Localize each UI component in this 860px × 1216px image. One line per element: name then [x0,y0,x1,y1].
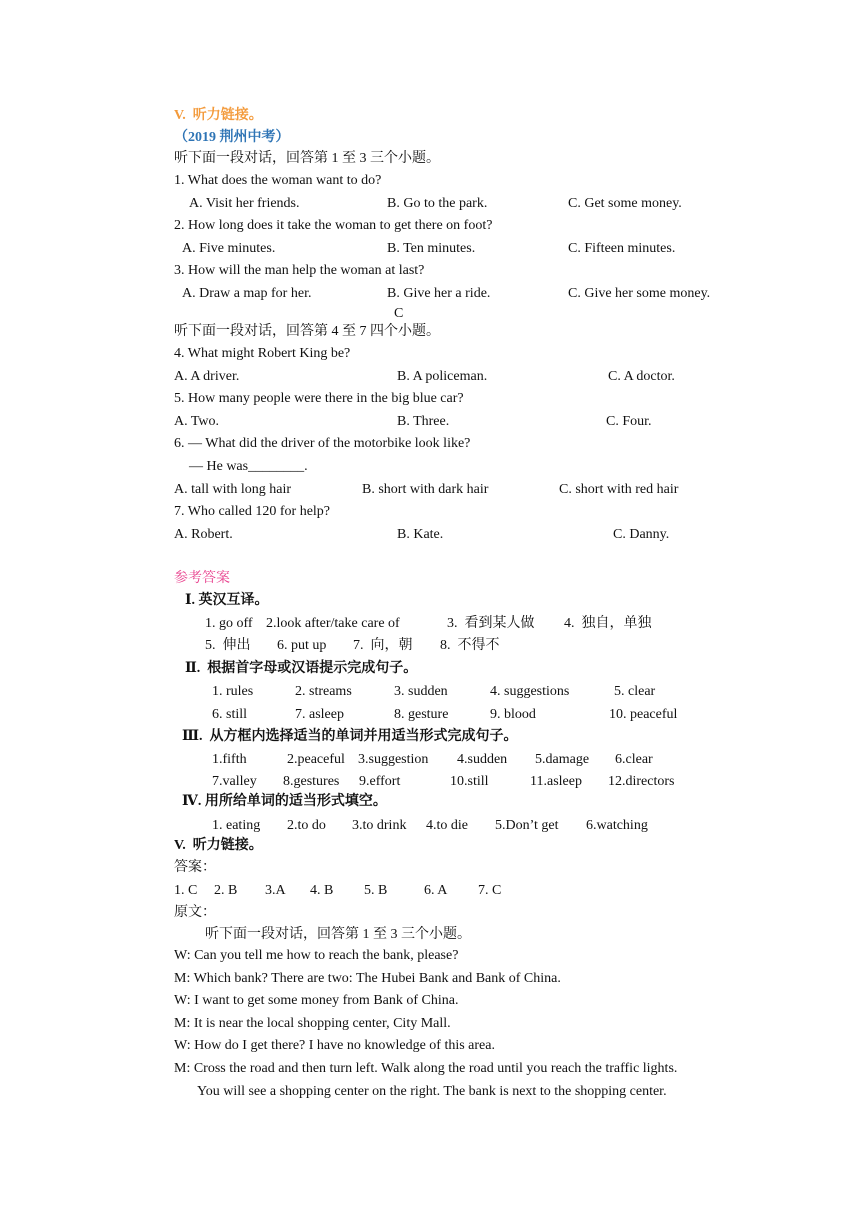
transcript-line: W: I want to get some money from Bank of China. [174,993,459,1008]
transcript-line: M: Cross the road and then turn left. Walk along the road until you reach the traffic lights. [174,1061,678,1076]
answer-label: 答案： [174,860,216,875]
answer-key: 7. C [478,883,502,898]
part3-item: 10.still [450,774,489,789]
transcript-intro: 听下面一段对话，回答第 1 至 3 三个小题。 [205,927,471,942]
part1-item: 2.look after/take care of [266,616,400,631]
part4-item: 6.watching [586,818,648,833]
option-4b: B. A policeman. [397,369,488,384]
option-6c: C. short with red hair [559,482,679,497]
stray-answer: C [394,306,404,321]
part2-item: 1. rules [212,684,254,699]
option-1a: A. Visit her friends. [189,196,300,211]
answer-key: 4. B [310,883,334,898]
part2-item: 3. sudden [394,684,448,699]
part3-item: 2.peaceful [287,752,345,767]
option-4a: A. A driver. [174,369,240,384]
part1-item: 5. 伸出 [205,638,251,653]
option-7c: C. Danny. [613,527,670,542]
answer-key: 6. A [424,883,448,898]
part3-item: 5.damage [535,752,590,767]
part2-item: 7. asleep [295,707,344,722]
part2-item: 2. streams [295,684,352,699]
option-5b: B. Three. [397,414,450,429]
source-tag: （2019 荆州中考） [174,130,290,145]
part1-item: 4. 独自，单独 [564,616,652,631]
answer-key: 5. B [364,883,388,898]
part2-item: 4. suggestions [490,684,570,699]
part3-item: 11.asleep [530,774,582,789]
transcript-line: M: Which bank? There are two: The Hubei Bank and Bank of China. [174,971,561,986]
part1-item: 6. put up [277,638,327,653]
question-5: 5. How many people were there in the big blue car? [174,391,464,406]
answer-key: 1. C [174,883,198,898]
question-6-blank: — He was________. [189,459,308,474]
question-6: 6. — What did the driver of the motorbike look like? [174,436,471,451]
intro-2: 听下面一段对话，回答第 4 至 7 四个小题。 [174,324,440,339]
option-7a: A. Robert. [174,527,233,542]
option-7b: B. Kate. [397,527,444,542]
part2-item: 6. still [212,707,248,722]
transcript-line: W: Can you tell me how to reach the bank, please? [174,948,459,963]
option-3b: B. Give her a ride. [387,286,491,301]
part4-item: 1. eating [212,818,261,833]
option-2b: B. Ten minutes. [387,241,476,256]
option-6a: A. tall with long hair [174,482,292,497]
part1-item: 8. 不得不 [440,638,500,653]
question-3: 3. How will the man help the woman at last? [174,263,425,278]
part5-title: V. 听力链接。 [174,838,263,853]
option-2a: A. Five minutes. [182,241,276,256]
part4-item: 4.to die [426,818,468,833]
option-3a: A. Draw a map for her. [182,286,312,301]
question-2: 2. How long does it take the woman to get there on foot? [174,218,493,233]
question-4: 4. What might Robert King be? [174,346,351,361]
part4-item: 3.to drink [352,818,407,833]
transcript-line: You will see a shopping center on the right. The bank is next to the shopping center. [197,1084,667,1099]
intro-1: 听下面一段对话，回答第 1 至 3 三个小题。 [174,151,440,166]
answer-key: 3.A [265,883,286,898]
part3-item: 8.gestures [283,774,340,789]
part1-item: 3. 看到某人做 [447,616,535,631]
part3-item: 12.directors [608,774,675,789]
part4-item: 2.to do [287,818,326,833]
answer-key: 2. B [214,883,238,898]
part3-item: 9.effort [359,774,401,789]
answers-heading: 参考答案 [174,571,230,586]
part2-title: Ⅱ. 根据首字母或汉语提示完成句子。 [185,661,418,676]
part4-item: 5.Don’t get [495,818,559,833]
part1-title: Ⅰ. 英汉互译。 [185,593,269,608]
part3-title: Ⅲ. 从方框内选择适当的单词并用适当形式完成句子。 [182,729,518,744]
option-5c: C. Four. [606,414,652,429]
part2-item: 8. gesture [394,707,449,722]
part3-item: 1.fifth [212,752,247,767]
option-5a: A. Two. [174,414,220,429]
section-heading: V. 听力链接。 [174,108,263,123]
question-1: 1. What does the woman want to do? [174,173,382,188]
transcript-line: M: It is near the local shopping center, City Mall. [174,1016,451,1031]
part3-item: 3.suggestion [358,752,429,767]
part1-item: 1. go off [205,616,253,631]
part3-item: 6.clear [615,752,653,767]
option-1b: B. Go to the park. [387,196,488,211]
part4-title: Ⅳ. 用所给单词的适当形式填空。 [182,794,387,809]
question-7: 7. Who called 120 for help? [174,504,331,519]
part3-item: 7.valley [212,774,257,789]
option-6b: B. short with dark hair [362,482,489,497]
option-2c: C. Fifteen minutes. [568,241,676,256]
original-label: 原文： [174,905,216,920]
part3-item: 4.sudden [457,752,508,767]
part2-item: 9. blood [490,707,536,722]
part2-item: 5. clear [614,684,656,699]
option-4c: C. A doctor. [608,369,675,384]
transcript-line: W: How do I get there? I have no knowledge of this area. [174,1038,495,1053]
option-3c: C. Give her some money. [568,286,711,301]
part1-item: 7. 向，朝 [353,638,413,653]
part2-item: 10. peaceful [609,707,678,722]
option-1c: C. Get some money. [568,196,682,211]
